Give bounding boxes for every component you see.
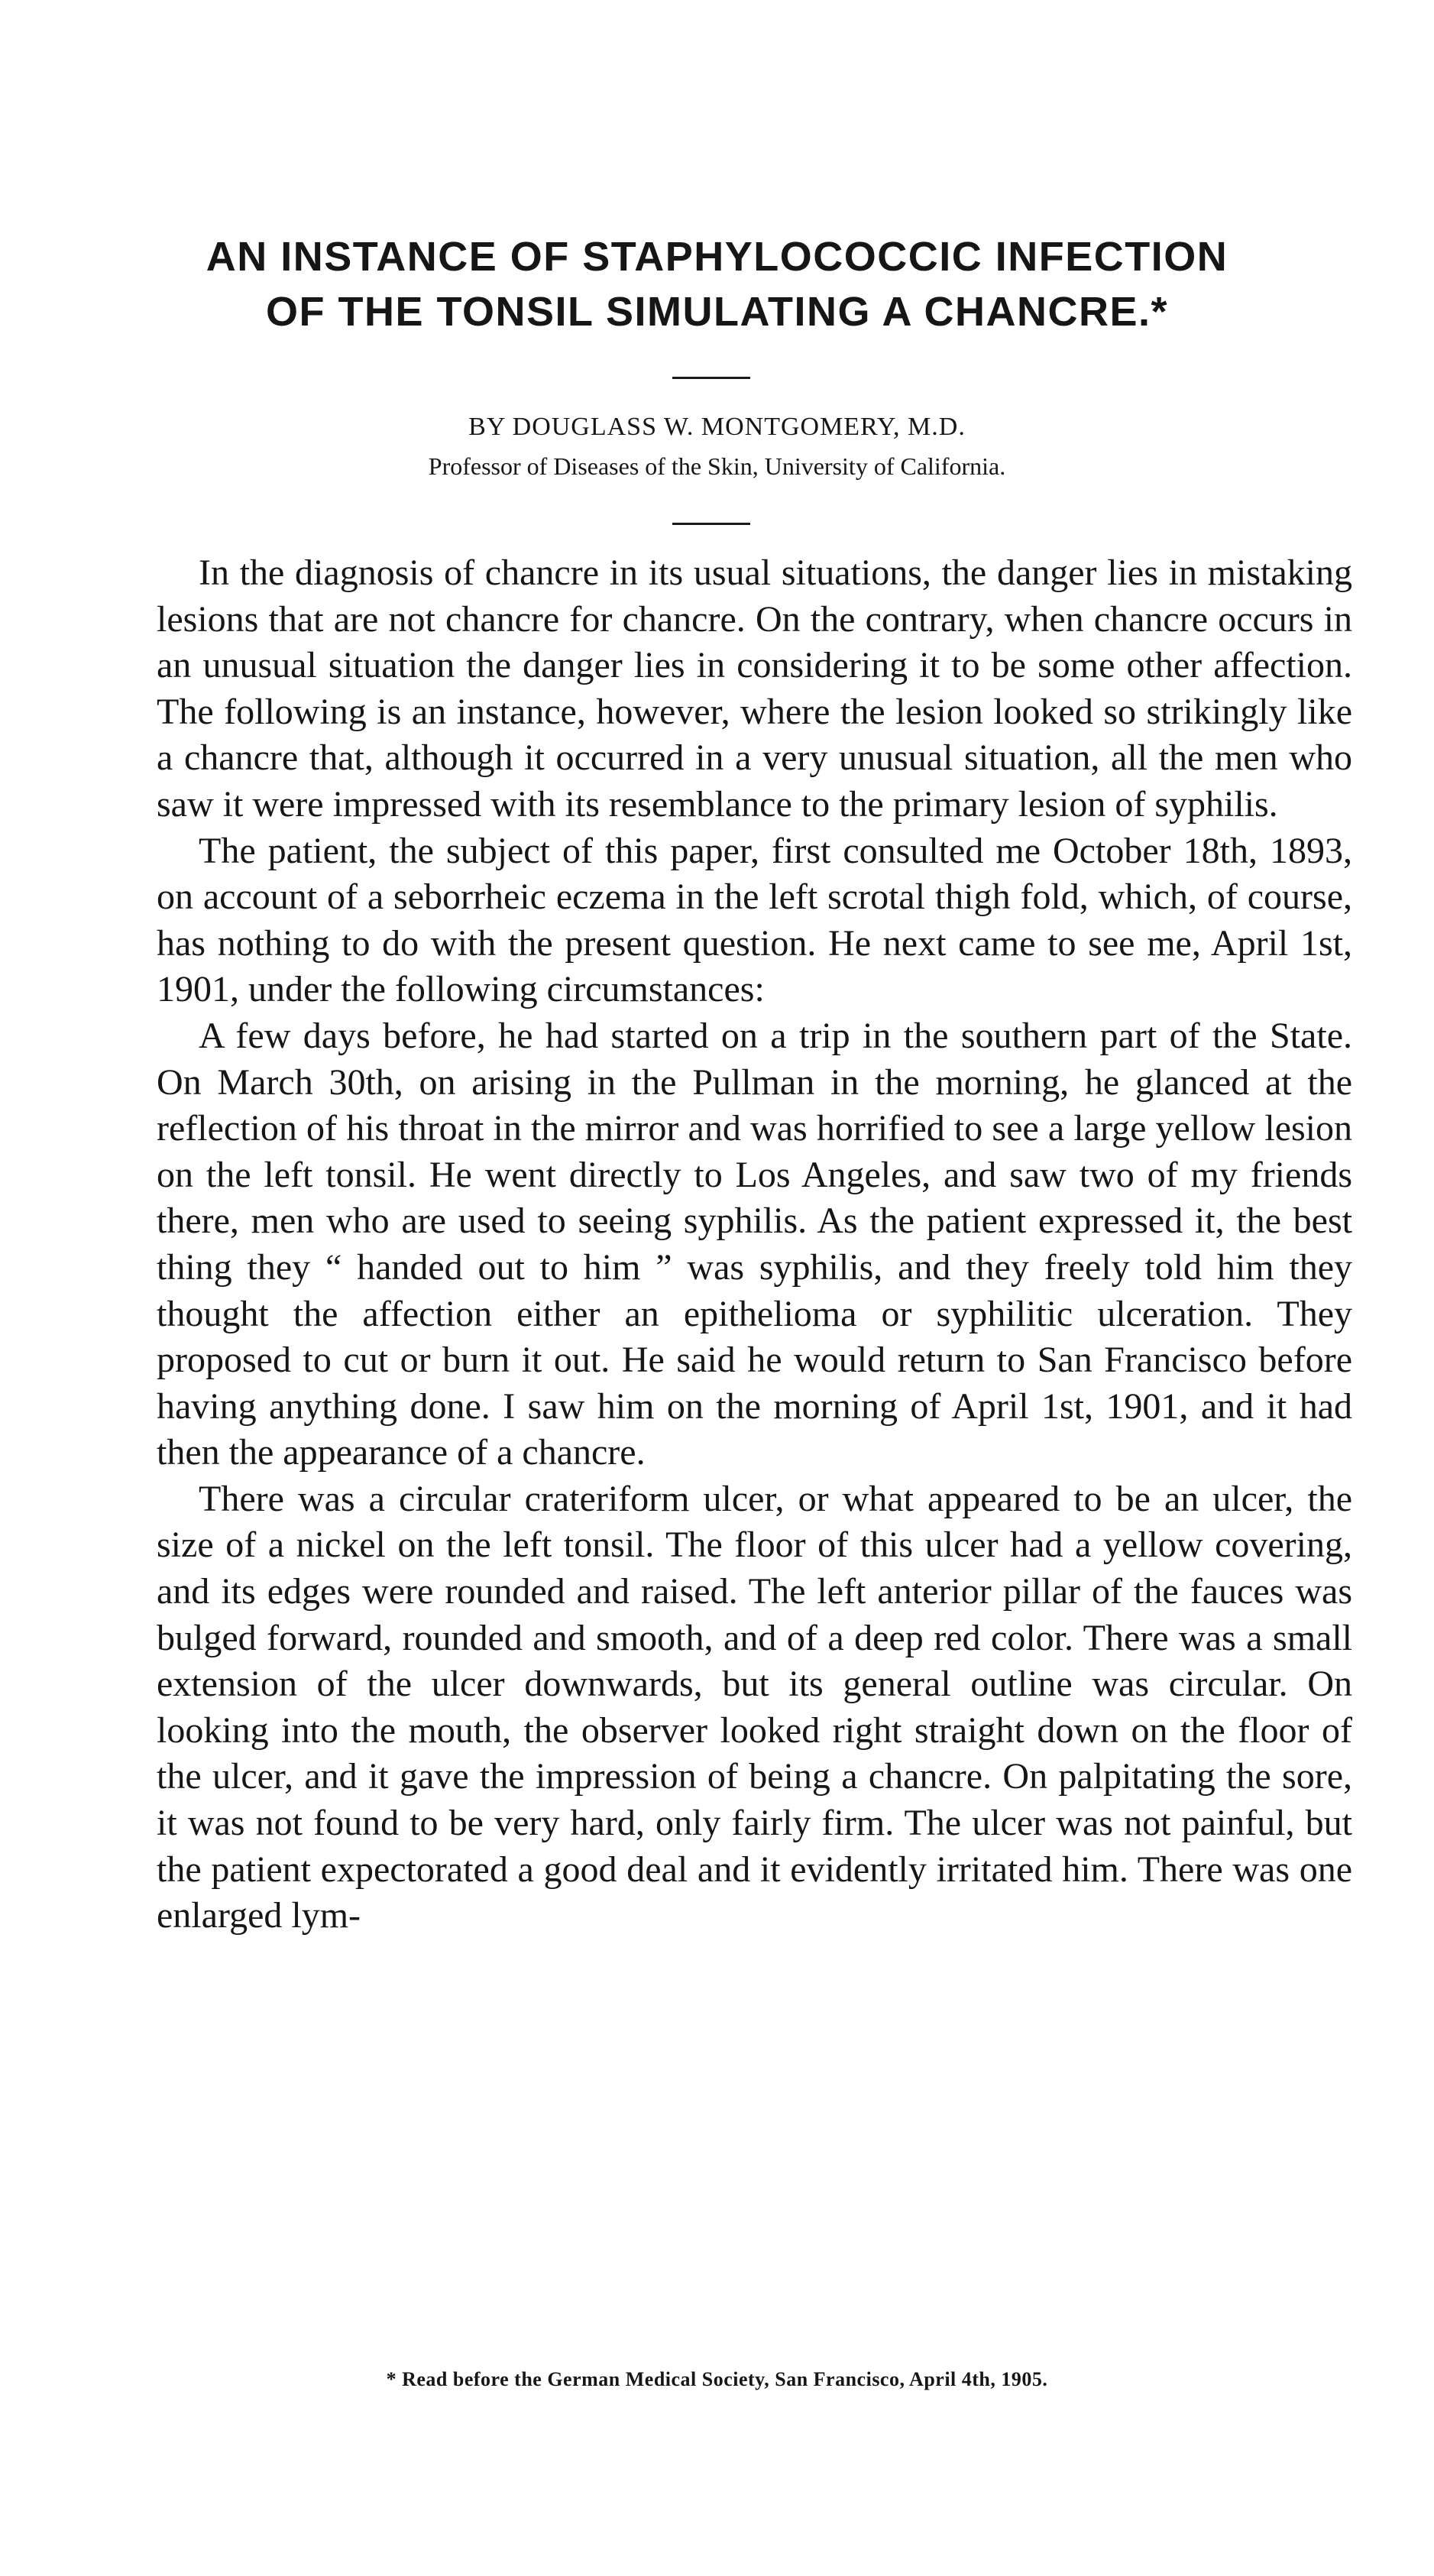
title-line-2: OF THE TONSIL SIMULATING A CHANCRE.* [265, 289, 1168, 335]
body-paragraph-3: A few days before, he had started on a trip in the southern part of the State. On March 30th, on arising in the Pullman in the morning, he glanced at the reflection of his throat in the mirror and was horrified to see a large yellow lesion on the left tonsil. He went directly to Los Angeles, and saw two of my friends there, men who are used to seeing syphilis. As the patient expressed it, the best thing they “ handed out to him ” was syphilis, and they freely told him they thought the affection either an epithelioma or syphilitic ulceration. They proposed to cut or burn it out. He said he would return to San Francisco before having anything done. I saw him on the morning of April 1st, 1901, and it had then the appearance of a chancre. [157, 1015, 1352, 1473]
title-divider [672, 377, 750, 379]
article-body [157, 550, 1352, 1939]
body-paragraph-1: In the diagnosis of chancre in its usual situations, the danger lies in mistaking lesions that are not chancre for chancre. On the contrary, when chancre occurs in an unusual situation the danger lies in considering it to be some other affection. The following is an instance, however, where the lesion looked so strikingly like a chancre that, although it occurred in a very unusual situation, all the men who saw it were impressed with its resemblance to the primary lesion of syphilis. [157, 552, 1352, 825]
byline-divider [672, 523, 750, 525]
footnote: * Read before the German Medical Society, San Francisco, April 4th, 1905. [386, 2368, 1048, 2390]
body-paragraph-2: The patient, the subject of this paper, first consulted me October 18th, 1893, on account of a seborrheic eczema in the left scrotal thigh fold, which, of course, has nothing to do with the present question. He next came to see me, April 1st, 1901, under the following circumstances: [157, 830, 1352, 1010]
body-paragraph-4: There was a circular crateriform ulcer, or what appeared to be an ulcer, the size of a nickel on the left tonsil. The floor of this ulcer had a yellow covering, and its edges were rounded and raised. The left anterior pillar of the fauces was bulged forward, rounded and smooth, and of a deep red color. There was a small extension of the ulcer downwards, but its general outline was circular. On looking into the mouth, the observer looked right straight down on the floor of the ulcer, and it gave the impression of being a chancre. On palpitating the sore, it was not found to be very hard, only fairly firm. The ulcer was not painful, but the patient expectorated a good deal and it evidently irritated him. There was one enlarged lym- [157, 1478, 1352, 1936]
article-title [115, 229, 1319, 339]
author-byline: BY DOUGLASS W. MONTGOMERY, M.D. [468, 413, 966, 441]
author-affiliation: Professor of Diseases of the Skin, University of California. [428, 452, 1006, 480]
title-line-1: AN INSTANCE OF STAPHYLOCOCCIC INFECTION [206, 234, 1228, 280]
